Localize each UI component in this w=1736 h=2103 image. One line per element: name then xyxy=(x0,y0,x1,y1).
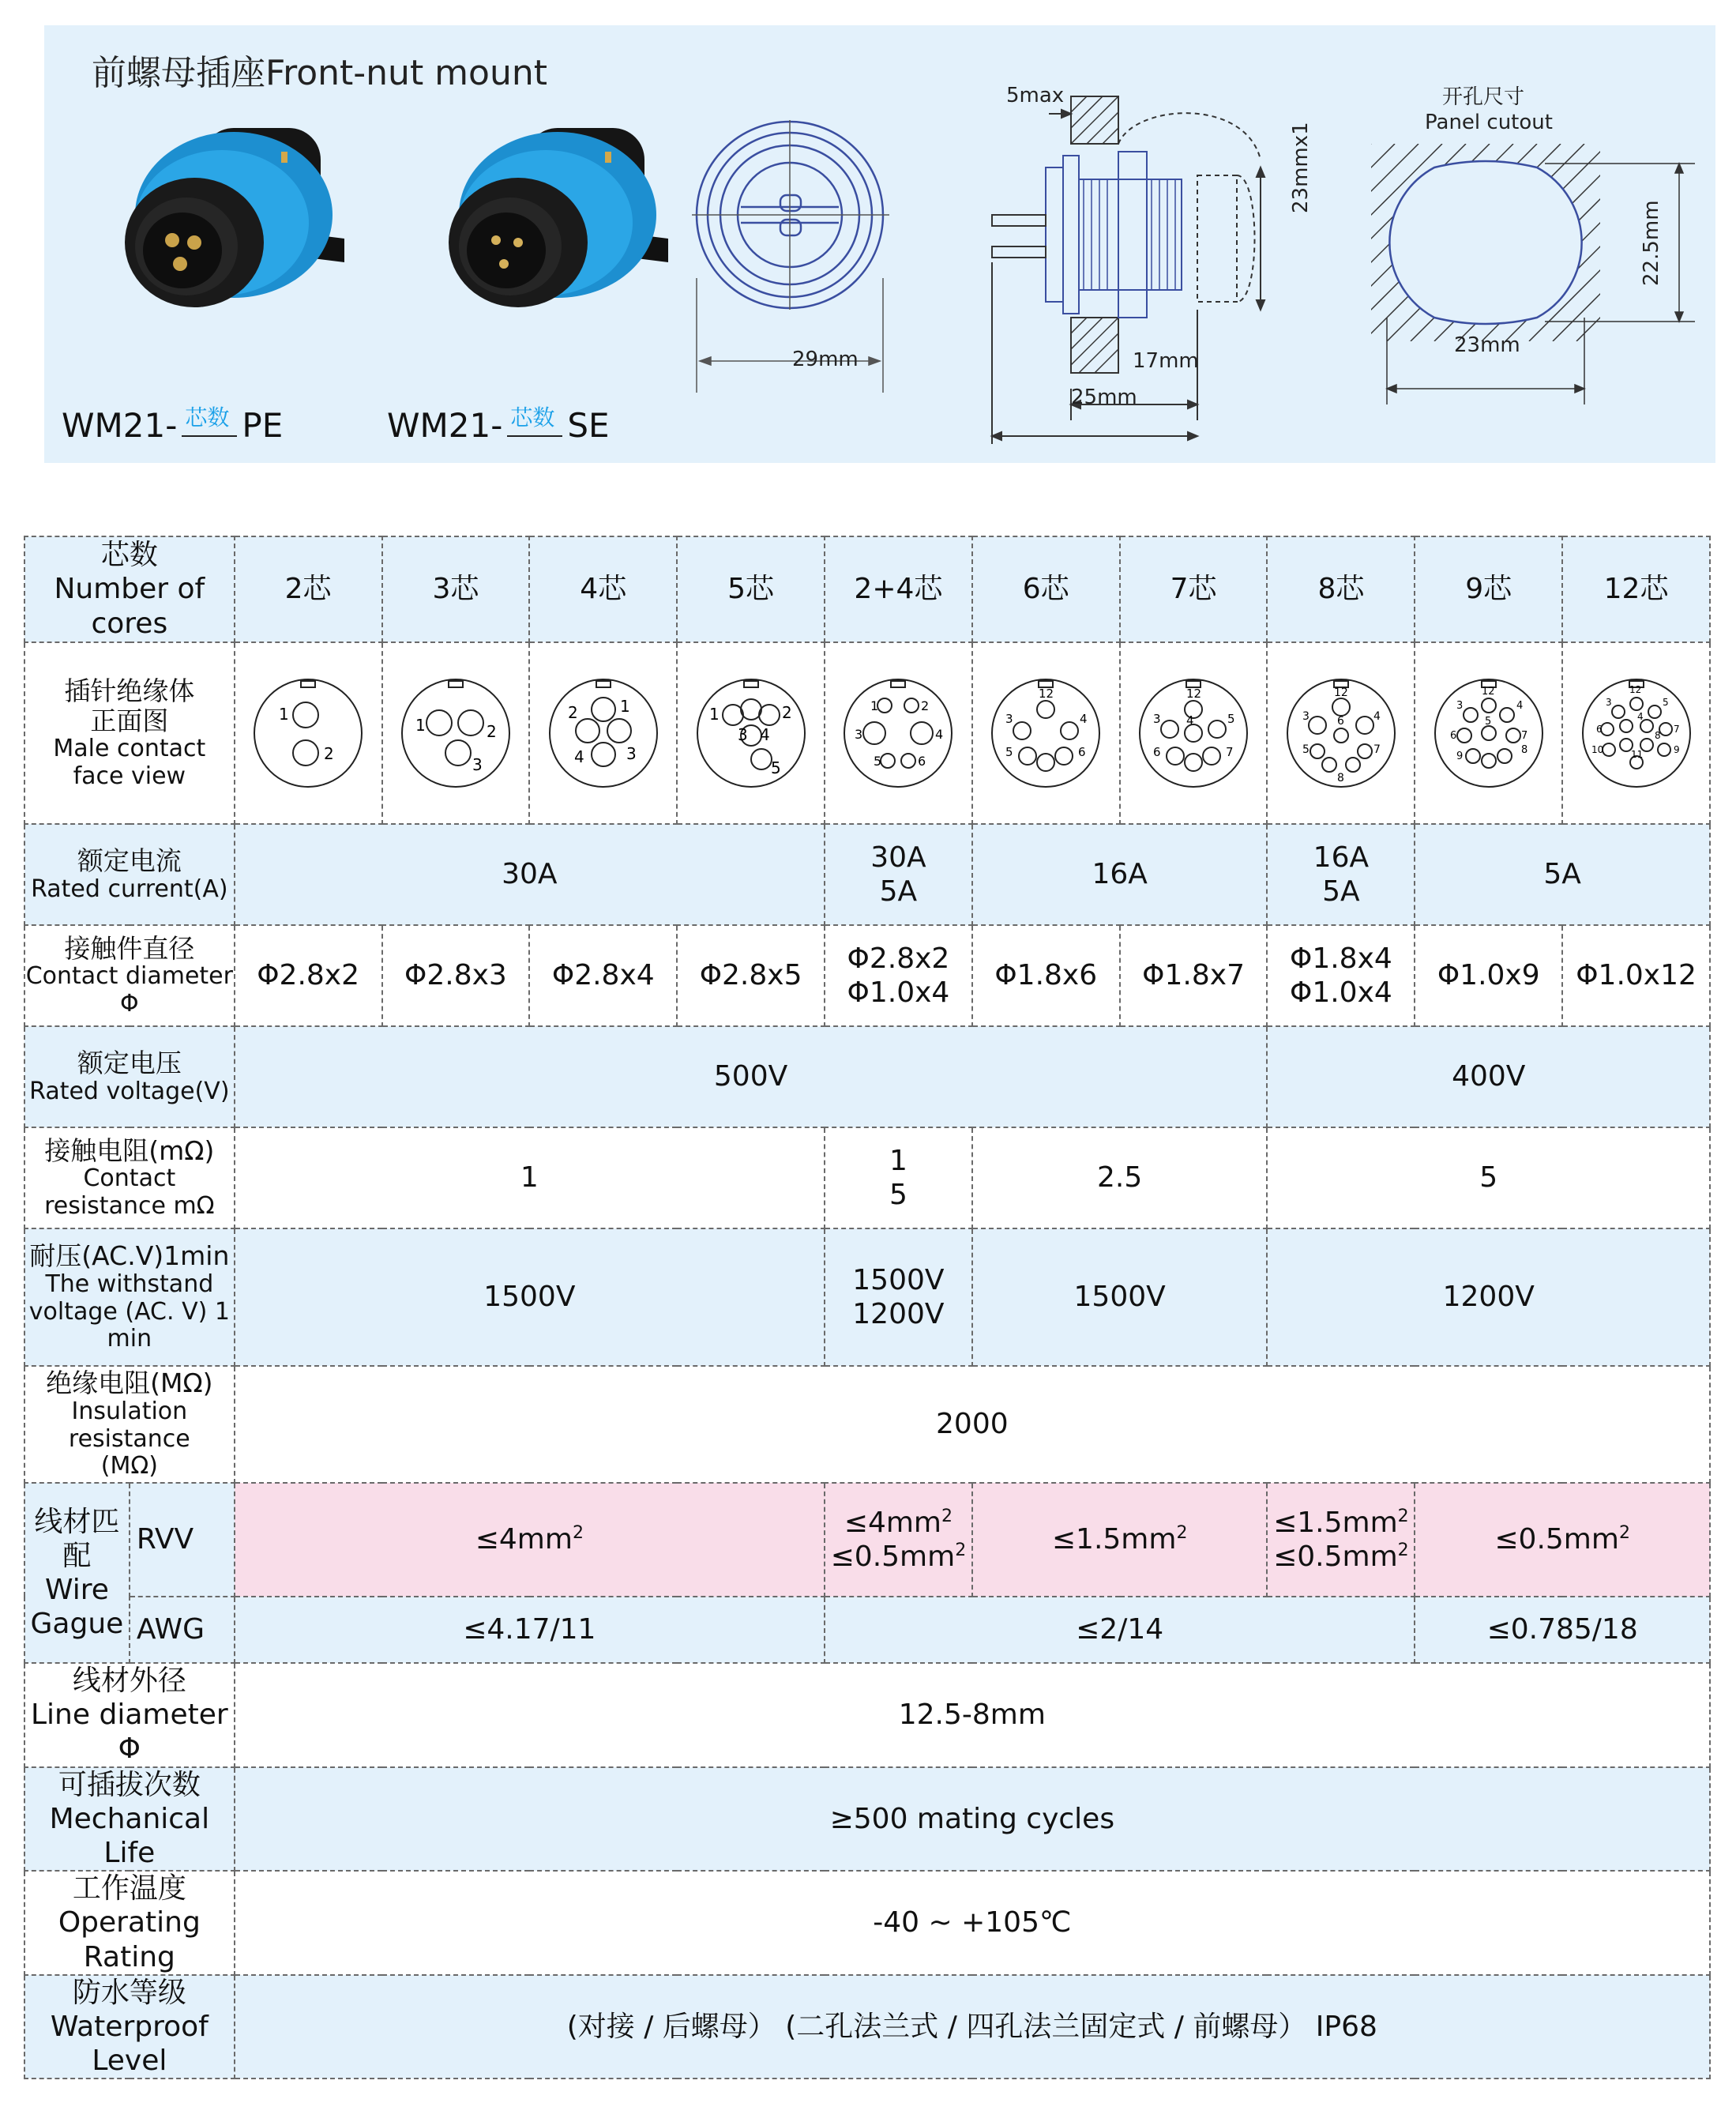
row-mechanical-life xyxy=(24,1767,1710,1872)
core-2plus4: 2+4芯 xyxy=(825,536,972,642)
rvv-v4: $\le 1.5mm^2$ $\le 0.5mm^2$ xyxy=(1267,1483,1415,1597)
cd-12: Φ1.0x12 xyxy=(1562,925,1710,1026)
front-face-drawing xyxy=(692,120,913,436)
contact-diameter-label: 接触件直径 Contact diameter Φ xyxy=(24,925,235,1026)
row-rated-voltage xyxy=(24,1026,1710,1127)
male-connector-photo xyxy=(408,96,684,333)
rated-current-v4: 16A 5A xyxy=(1267,824,1415,925)
pin-label: 6 xyxy=(1336,715,1344,728)
pin-label: 6 xyxy=(1078,745,1086,759)
ws-v3: 1500V xyxy=(972,1228,1268,1366)
face-3 xyxy=(382,642,530,824)
face-6-diagram xyxy=(986,674,1105,792)
pin-label: 12 xyxy=(1039,687,1054,701)
dim-depth-total: 25mm xyxy=(1071,386,1137,409)
spec-table xyxy=(24,536,1711,2079)
face-9 xyxy=(1415,642,1562,824)
face-2-diagram xyxy=(249,674,367,792)
pin-label: 7 xyxy=(1226,745,1234,759)
rated-current-v2: 30A 5A xyxy=(825,824,972,925)
rvv-v2: $\le 4mm^2$ $\le 0.5mm^2$ xyxy=(825,1483,972,1597)
row-contact-diameter xyxy=(24,925,1710,1026)
dim-depth-inner: 17mm xyxy=(1133,349,1199,373)
cr-v2: 1 5 xyxy=(825,1127,972,1228)
pin-label: 4 xyxy=(759,725,770,744)
cr-v1: 1 xyxy=(235,1127,825,1228)
pin-label: 10 xyxy=(1591,744,1603,755)
line-diameter-value: 12.5-8mm xyxy=(235,1663,1710,1767)
pin-label: 7 xyxy=(1673,724,1680,735)
core-4: 4芯 xyxy=(529,536,677,642)
pin-label: 2 xyxy=(781,703,792,722)
face-7-diagram xyxy=(1134,674,1253,792)
dim-panel-max: 5max xyxy=(1006,84,1065,107)
cd-7: Φ1.8x7 xyxy=(1120,925,1268,1026)
dim-face-width: 29mm xyxy=(792,348,859,371)
face-4 xyxy=(529,642,677,824)
core-6: 6芯 xyxy=(972,536,1120,642)
wire-gauge-label: 线材匹配 Wire Gague xyxy=(24,1483,130,1663)
contact-resistance-label: 接触电阻(mΩ) Contact resistance mΩ xyxy=(24,1127,235,1228)
pin-label: 8 xyxy=(1520,744,1527,756)
pin-label: 6 xyxy=(1153,745,1161,759)
face-12-diagram xyxy=(1577,674,1696,792)
pin-label: 3 xyxy=(1456,700,1463,712)
mechanical-life-value: ≥500 mating cycles xyxy=(235,1767,1710,1872)
core-8: 8芯 xyxy=(1267,536,1415,642)
face-4-diagram xyxy=(544,674,663,792)
row-face-view xyxy=(24,642,1710,824)
insulation-label: 绝缘电阻(MΩ) Insulation resistance (MΩ) xyxy=(24,1366,235,1483)
pin-label: 6 xyxy=(918,754,926,769)
waterproof-label: 防水等级 Waterproof Level xyxy=(24,1975,235,2079)
row-operating xyxy=(24,1871,1710,1975)
pin-label: 12 xyxy=(1186,687,1202,701)
face-6 xyxy=(972,642,1120,824)
pin-label: 8 xyxy=(1654,730,1661,741)
rvv-v3: $\le 1.5mm^2$ xyxy=(972,1483,1268,1597)
rvv-v5: $\le 0.5mm^2$ xyxy=(1415,1483,1710,1597)
pin-label: 6 xyxy=(1449,730,1456,742)
dim-cutout-height: 22.5mm xyxy=(1640,200,1663,286)
pin-label: 2 xyxy=(324,744,334,763)
face-9-diagram xyxy=(1430,674,1548,792)
pin-label: 1 xyxy=(415,716,426,735)
pin-label: 7 xyxy=(1520,730,1527,742)
row-waterproof xyxy=(24,1975,1710,2079)
awg-v1: ≤4.17/11 xyxy=(235,1597,825,1663)
row-wire-awg xyxy=(24,1597,1710,1663)
pin-label: 1 xyxy=(619,697,630,716)
rated-current-v5: 5A xyxy=(1415,824,1710,925)
pin-label: 3 xyxy=(626,744,637,763)
insulation-value: 2000 xyxy=(235,1366,1710,1483)
cd-6: Φ1.8x6 xyxy=(972,925,1120,1026)
pin-label: 4 xyxy=(1636,711,1644,722)
face-8 xyxy=(1267,642,1415,824)
pin-label: 3 xyxy=(855,727,863,742)
rated-current-label: 额定电流 Rated current(A) xyxy=(24,824,235,925)
pin-label: 4 xyxy=(1373,710,1381,723)
pin-label: 11 xyxy=(1630,749,1643,760)
pin-label: 3 xyxy=(737,725,748,744)
pin-label: 2 xyxy=(921,698,930,713)
operating-label: 工作温度 Operating Rating xyxy=(24,1871,235,1975)
face-7 xyxy=(1120,642,1268,824)
cd-4: Φ2.8x4 xyxy=(529,925,677,1026)
row-rated-current xyxy=(24,824,1710,925)
core-9: 9芯 xyxy=(1415,536,1562,642)
pin-label: 4 xyxy=(1080,712,1088,726)
pin-label: 3 xyxy=(1005,712,1013,726)
face-2plus4 xyxy=(825,642,972,824)
face-3-diagram xyxy=(396,674,515,792)
row-contact-resistance xyxy=(24,1127,1710,1228)
cr-v3: 2.5 xyxy=(972,1127,1268,1228)
row-insulation xyxy=(24,1366,1710,1483)
pin-label: 5 xyxy=(1302,743,1310,756)
rated-voltage-label: 额定电压 Rated voltage(V) xyxy=(24,1026,235,1127)
rated-voltage-v2: 400V xyxy=(1267,1026,1710,1127)
ws-v1: 1500V xyxy=(235,1228,825,1366)
row-withstand xyxy=(24,1228,1710,1366)
operating-value: -40 ~ +105℃ xyxy=(235,1871,1710,1975)
cd-2plus4: Φ2.8x2 Φ1.0x4 xyxy=(825,925,972,1026)
pin-label: 1 xyxy=(279,705,289,724)
row-line-diameter xyxy=(24,1663,1710,1767)
row-cores xyxy=(24,536,1710,642)
core-2: 2芯 xyxy=(235,536,382,642)
line-diameter-label: 线材外径 Line diameter Φ xyxy=(24,1663,235,1767)
pin-label: 12 xyxy=(1333,687,1348,699)
pin-label: 12 xyxy=(1629,684,1641,695)
pin-label: 7 xyxy=(1373,743,1381,756)
pin-label: 1 xyxy=(870,698,879,713)
cd-5: Φ2.8x5 xyxy=(677,925,825,1026)
pin-label: 5 xyxy=(1005,745,1013,759)
product-header-panel xyxy=(44,25,1715,463)
cutout-title-en: Panel cutout xyxy=(1425,111,1553,134)
face-2plus4-diagram xyxy=(839,674,957,792)
pin-label: 3 xyxy=(1153,712,1161,726)
cores-label: 芯数 Number of cores xyxy=(24,536,235,642)
pin-label: 5 xyxy=(1662,697,1669,708)
pin-label: 1 xyxy=(708,705,720,724)
pin-label: 5 xyxy=(1227,712,1235,726)
cutout-title-cn: 开孔尺寸 xyxy=(1442,85,1525,109)
pin-label: 3 xyxy=(1302,710,1310,723)
awg-v3: ≤0.785/18 xyxy=(1415,1597,1710,1663)
cr-v4: 5 xyxy=(1267,1127,1710,1228)
cd-3: Φ2.8x3 xyxy=(382,925,530,1026)
pin-label: 3 xyxy=(1605,697,1612,708)
pin-label: 8 xyxy=(1336,772,1344,784)
face-5 xyxy=(677,642,825,824)
ws-v2: 1500V 1200V xyxy=(825,1228,972,1366)
dim-cutout-width: 23mm xyxy=(1454,333,1520,357)
pin-label: 9 xyxy=(1673,744,1680,755)
pin-label: 6 xyxy=(1595,724,1603,735)
face-5-diagram xyxy=(692,674,810,792)
pin-label: 4 xyxy=(1516,700,1523,712)
rated-current-v1: 30A xyxy=(235,824,825,925)
pin-label: 5 xyxy=(874,754,882,769)
dim-thread: 23mmx1 xyxy=(1289,122,1313,213)
model-se: WM21- 芯数 SE xyxy=(387,404,610,445)
mechanical-life-label: 可插拔次数 Mechanical Life xyxy=(24,1767,235,1872)
pin-label: 5 xyxy=(1484,716,1491,728)
rated-voltage-v1: 500V xyxy=(235,1026,1268,1127)
core-5: 5芯 xyxy=(677,536,825,642)
cd-9: Φ1.0x9 xyxy=(1415,925,1562,1026)
pin-label: 2 xyxy=(567,703,578,722)
rated-current-v3: 16A xyxy=(972,824,1268,925)
side-view-drawing xyxy=(976,73,1387,452)
awg-v2: ≤2/14 xyxy=(825,1597,1415,1663)
awg-label: AWG xyxy=(130,1597,235,1663)
pin-label: 9 xyxy=(1456,751,1463,762)
face-12 xyxy=(1562,642,1710,824)
pin-label: 12 xyxy=(1481,686,1495,698)
rvv-label: RVV xyxy=(130,1483,235,1597)
pin-label: 4 xyxy=(1186,713,1194,728)
waterproof-value: (对接 / 后螺母） (二孔法兰式 / 四孔法兰固定式 / 前螺母） IP68 xyxy=(235,1975,1710,2079)
face-2 xyxy=(235,642,382,824)
core-3: 3芯 xyxy=(382,536,530,642)
rvv-v1: $\le 4mm^2$ xyxy=(235,1483,825,1597)
pin-label: 2 xyxy=(486,722,497,741)
pin-label: 5 xyxy=(770,758,781,777)
cd-8: Φ1.8x4 Φ1.0x4 xyxy=(1267,925,1415,1026)
withstand-label: 耐压(AC.V)1min The withstand voltage (AC. V) 1 min xyxy=(24,1228,235,1366)
pin-label: 3 xyxy=(472,755,483,774)
core-7: 7芯 xyxy=(1120,536,1268,642)
face-8-diagram xyxy=(1282,674,1400,792)
face-view-label: 插针绝缘体 正面图 Male contact face view xyxy=(24,642,235,824)
ws-v4: 1200V xyxy=(1267,1228,1710,1366)
section-title: 前螺母插座Front-nut mount xyxy=(92,53,547,93)
cd-2: Φ2.8x2 xyxy=(235,925,382,1026)
model-pe: WM21- 芯数 PE xyxy=(62,404,284,445)
pin-label: 4 xyxy=(573,747,584,766)
row-wire-rvv xyxy=(24,1483,1710,1597)
female-connector-photo xyxy=(84,96,360,333)
core-12: 12芯 xyxy=(1562,536,1710,642)
pin-label: 4 xyxy=(935,727,944,742)
